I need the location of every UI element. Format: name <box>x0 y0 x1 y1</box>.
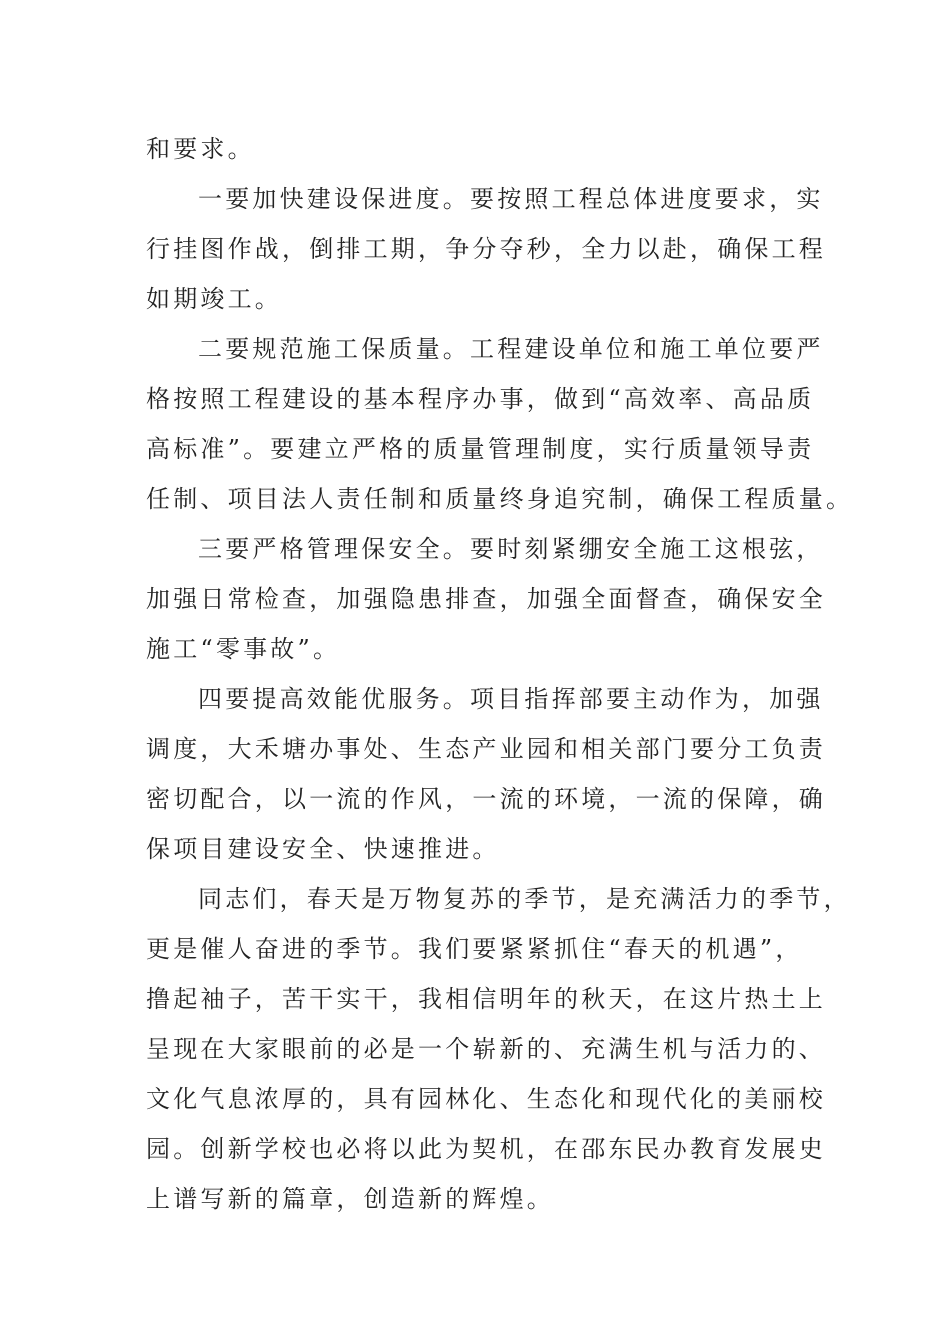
paragraph-start-line: 二要规范施工保质量。工程建设单位和施工单位要严 <box>198 335 824 363</box>
text-line: 加强日常检查，加强隐患排查，加强全面督查，确保安全 <box>146 585 826 613</box>
text-line: 文化气息浓厚的，具有园林化、生态化和现代化的美丽校 <box>146 1085 826 1113</box>
paragraph-start-line: 一要加快建设保进度。要按照工程总体进度要求，实 <box>198 185 824 213</box>
text-line: 施工“零事故”。 <box>146 635 341 663</box>
text-line: 调度，大禾塘办事处、生态产业园和相关部门要分工负责 <box>146 735 826 763</box>
text-line: 园。创新学校也必将以此为契机，在邵东民办教育发展史 <box>146 1135 826 1163</box>
text-line: 更是催人奋进的季节。我们要紧紧抓住“春天的机遇”， <box>146 935 803 963</box>
paragraph-start-line: 三要严格管理保安全。要时刻紧绷安全施工这根弦， <box>198 535 824 563</box>
text-line: 行挂图作战，倒排工期，争分夺秒，全力以赴，确保工程 <box>146 235 826 263</box>
text-line: 格按照工程建设的基本程序办事，做到“高效率、高品质 <box>146 385 815 413</box>
text-line: 任制、项目法人责任制和质量终身追究制，确保工程质量。 <box>146 485 854 513</box>
text-line: 呈现在大家眼前的必是一个崭新的、充满生机与活力的、 <box>146 1035 826 1063</box>
text-line: 保项目建设安全、快速推进。 <box>146 835 500 863</box>
document-body <box>146 124 854 1224</box>
text-line: 高标准”。要建立严格的质量管理制度，实行质量领导责 <box>146 435 815 463</box>
text-line: 和要求。 <box>146 135 255 163</box>
text-line: 撸起袖子，苦干实干，我相信明年的秋天，在这片热土上 <box>146 985 826 1013</box>
paragraph-start-line: 同志们，春天是万物复苏的季节，是充满活力的季节， <box>198 885 851 913</box>
text-line: 密切配合，以一流的作风，一流的环境，一流的保障，确 <box>146 785 826 813</box>
paragraph-start-line: 四要提高效能优服务。项目指挥部要主动作为，加强 <box>198 685 824 713</box>
text-line: 如期竣工。 <box>146 285 282 313</box>
text-line: 上谱写新的篇章，创造新的辉煌。 <box>146 1185 554 1213</box>
